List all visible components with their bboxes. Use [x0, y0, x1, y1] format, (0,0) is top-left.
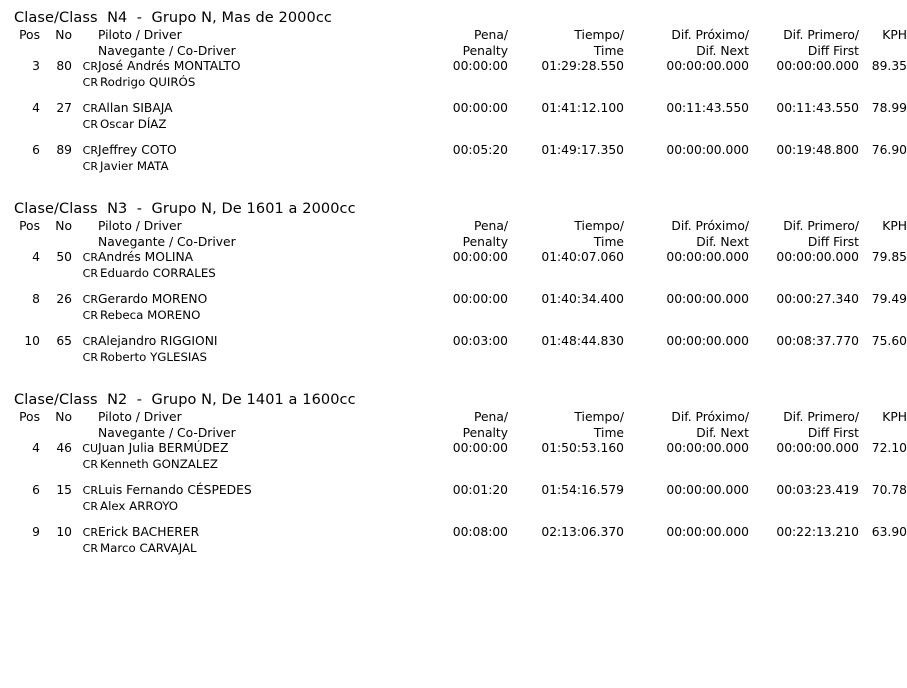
- cell-codriver-name: Alex ARROYO: [100, 498, 179, 513]
- column-header-time: Tiempo/: [574, 28, 624, 42]
- column-header-driver: Piloto / Driver: [98, 410, 182, 424]
- cell-penalty: 00:03:00: [452, 334, 508, 348]
- cell-driver-nationality: CR: [82, 335, 98, 348]
- cell-driver-name: Allan SIBAJA: [98, 101, 173, 115]
- cell-time: 01:54:16.579: [541, 483, 624, 497]
- cell-driver-nationality: CR: [82, 526, 98, 539]
- cell-time: 01:48:44.830: [541, 334, 624, 348]
- cell-penalty: 00:00:00: [452, 292, 508, 306]
- cell-pos: 8: [32, 292, 40, 306]
- cell-kph: 63.90: [871, 525, 907, 539]
- cell-penalty: 00:08:00: [452, 525, 508, 539]
- table-header-row-1: [0, 219, 907, 235]
- column-header-kph: KPH: [882, 219, 907, 233]
- column-header-diff-next-2: Dif. Next: [696, 425, 749, 440]
- column-header-diff-first-2: Diff First: [807, 234, 859, 249]
- cell-diff-next: 00:00:00.000: [666, 250, 749, 264]
- cell-no: 10: [56, 525, 72, 539]
- cell-codriver-nationality: CR: [82, 541, 98, 555]
- table-row-codriver: [0, 541, 907, 557]
- table-header-row-1: [0, 410, 907, 426]
- cell-diff-next: 00:00:00.000: [666, 441, 749, 455]
- cell-driver-nationality: CR: [82, 484, 98, 497]
- column-header-diff-first-2: Diff First: [807, 43, 859, 58]
- column-header-time-2: Time: [593, 425, 624, 440]
- cell-no: 65: [56, 334, 72, 348]
- cell-kph: 78.99: [871, 101, 907, 115]
- column-header-diff-next: Dif. Próximo/: [671, 410, 749, 424]
- cell-driver-nationality: CR: [82, 251, 98, 264]
- section-gap: [0, 365, 907, 390]
- column-header-driver: Piloto / Driver: [98, 219, 182, 233]
- cell-pos: 4: [32, 250, 40, 264]
- cell-diff-next: 00:00:00.000: [666, 525, 749, 539]
- cell-penalty: 00:00:00: [452, 250, 508, 264]
- cell-diff-next: 00:00:00.000: [666, 483, 749, 497]
- cell-time: 01:40:07.060: [541, 250, 624, 264]
- cell-codriver-nationality: CR: [82, 117, 98, 131]
- column-header-diff-first: Dif. Primero/: [783, 410, 859, 424]
- column-header-codriver: Navegante / Co-Driver: [98, 43, 236, 58]
- cell-codriver-nationality: CR: [82, 159, 98, 173]
- column-header-time: Tiempo/: [574, 410, 624, 424]
- column-header-penalty: Pena/: [473, 219, 508, 233]
- column-header-diff-next: Dif. Próximo/: [671, 219, 749, 233]
- table-row-codriver: [0, 350, 907, 366]
- column-header-penalty-2: Penalty: [462, 43, 508, 58]
- results-table: [0, 219, 907, 365]
- cell-penalty: 00:01:20: [452, 483, 508, 497]
- cell-diff-next: 00:00:00.000: [666, 334, 749, 348]
- cell-penalty: 00:05:20: [452, 143, 508, 157]
- cell-diff-first: 00:00:00.000: [776, 441, 859, 455]
- cell-no: 80: [56, 59, 72, 73]
- table-row: [0, 143, 907, 159]
- cell-time: 01:41:12.100: [541, 101, 624, 115]
- cell-diff-first: 00:00:27.340: [776, 292, 859, 306]
- column-header-penalty-2: Penalty: [462, 425, 508, 440]
- class-title: Clase/Class N2 - Grupo N, De 1401 a 1600cc: [14, 392, 356, 408]
- column-header-time: Tiempo/: [574, 219, 624, 233]
- cell-diff-first: 00:00:00.000: [776, 250, 859, 264]
- cell-diff-first: 00:03:23.419: [776, 483, 859, 497]
- cell-driver-name: Gerardo MORENO: [98, 292, 208, 306]
- column-header-time-2: Time: [593, 234, 624, 249]
- cell-no: 27: [56, 101, 72, 115]
- cell-kph: 70.78: [871, 483, 907, 497]
- class-title: Clase/Class N4 - Grupo N, Mas de 2000cc: [14, 10, 332, 26]
- cell-codriver-name: Marco CARVAJAL: [100, 540, 197, 555]
- row-spacer: [0, 514, 907, 525]
- column-header-codriver: Navegante / Co-Driver: [98, 425, 236, 440]
- row-spacer: [0, 281, 907, 292]
- cell-diff-first: 00:00:00.000: [776, 59, 859, 73]
- cell-driver-name: Alejandro RIGGIONI: [98, 334, 218, 348]
- cell-codriver-name: Roberto YGLESIAS: [100, 349, 207, 364]
- row-spacer: [0, 132, 907, 143]
- cell-driver-nationality: CU: [82, 442, 98, 455]
- cell-codriver-name: Rodrigo QUIRÓS: [100, 74, 196, 89]
- cell-time: 02:13:06.370: [541, 525, 624, 539]
- cell-diff-next: 00:00:00.000: [666, 143, 749, 157]
- column-header-pos: Pos: [19, 410, 40, 424]
- table-row-codriver: [0, 499, 907, 515]
- cell-driver-nationality: CR: [82, 102, 98, 115]
- cell-codriver-nationality: CR: [82, 457, 98, 471]
- cell-driver-nationality: CR: [82, 144, 98, 157]
- class-section: [0, 390, 907, 556]
- cell-kph: 89.35: [871, 59, 907, 73]
- cell-pos: 9: [32, 525, 40, 539]
- cell-no: 50: [56, 250, 72, 264]
- table-row-codriver: [0, 266, 907, 282]
- table-row: [0, 59, 907, 75]
- column-header-diff-next-2: Dif. Next: [696, 43, 749, 58]
- table-header-row-2: [0, 235, 907, 251]
- cell-pos: 10: [24, 334, 40, 348]
- column-header-kph: KPH: [882, 28, 907, 42]
- column-header-pos: Pos: [19, 28, 40, 42]
- table-row: [0, 334, 907, 350]
- cell-diff-next: 00:11:43.550: [666, 101, 749, 115]
- table-row-codriver: [0, 75, 907, 91]
- row-spacer: [0, 472, 907, 483]
- table-row: [0, 525, 907, 541]
- cell-diff-next: 00:00:00.000: [666, 292, 749, 306]
- table-row: [0, 292, 907, 308]
- table-row: [0, 250, 907, 266]
- cell-time: 01:40:34.400: [541, 292, 624, 306]
- row-spacer: [0, 90, 907, 101]
- cell-diff-first: 00:19:48.800: [776, 143, 859, 157]
- cell-penalty: 00:00:00: [452, 441, 508, 455]
- column-header-codriver: Navegante / Co-Driver: [98, 234, 236, 249]
- cell-diff-first: 00:11:43.550: [776, 101, 859, 115]
- cell-kph: 79.85: [871, 250, 907, 264]
- table-row-codriver: [0, 457, 907, 473]
- cell-diff-next: 00:00:00.000: [666, 59, 749, 73]
- table-row-codriver: [0, 308, 907, 324]
- cell-time: 01:49:17.350: [541, 143, 624, 157]
- table-header-row-2: [0, 44, 907, 60]
- column-header-kph: KPH: [882, 410, 907, 424]
- column-header-no: No: [55, 410, 72, 424]
- table-row: [0, 441, 907, 457]
- column-header-time-2: Time: [593, 43, 624, 58]
- cell-codriver-name: Rebeca MORENO: [100, 307, 201, 322]
- cell-codriver-nationality: CR: [82, 75, 98, 89]
- table-row: [0, 101, 907, 117]
- cell-pos: 4: [32, 441, 40, 455]
- column-header-driver: Piloto / Driver: [98, 28, 182, 42]
- class-section: [0, 199, 907, 365]
- results-table: [0, 410, 907, 556]
- cell-driver-name: Jeffrey COTO: [98, 143, 177, 157]
- column-header-diff-first: Dif. Primero/: [783, 219, 859, 233]
- cell-codriver-name: Javier MATA: [100, 158, 169, 173]
- cell-driver-nationality: CR: [82, 293, 98, 306]
- cell-no: 26: [56, 292, 72, 306]
- cell-no: 15: [56, 483, 72, 497]
- section-gap: [0, 174, 907, 199]
- table-row-codriver: [0, 117, 907, 133]
- cell-driver-name: José Andrés MONTALTO: [98, 59, 241, 73]
- cell-codriver-name: Oscar DÍAZ: [100, 116, 167, 131]
- cell-codriver-name: Kenneth GONZALEZ: [100, 456, 218, 471]
- cell-codriver-nationality: CR: [82, 499, 98, 513]
- cell-driver-name: Juan Julia BERMÚDEZ: [98, 441, 229, 455]
- cell-penalty: 00:00:00: [452, 101, 508, 115]
- column-header-diff-next: Dif. Próximo/: [671, 28, 749, 42]
- table-row: [0, 483, 907, 499]
- column-header-diff-first-2: Diff First: [807, 425, 859, 440]
- cell-driver-nationality: CR: [82, 60, 98, 73]
- column-header-diff-first: Dif. Primero/: [783, 28, 859, 42]
- cell-driver-name: Erick BACHERER: [98, 525, 200, 539]
- cell-pos: 6: [32, 143, 40, 157]
- column-header-diff-next-2: Dif. Next: [696, 234, 749, 249]
- cell-kph: 79.49: [871, 292, 907, 306]
- table-header-row-1: [0, 28, 907, 44]
- cell-codriver-nationality: CR: [82, 308, 98, 322]
- column-header-no: No: [55, 219, 72, 233]
- table-row-codriver: [0, 159, 907, 175]
- column-header-penalty: Pena/: [473, 28, 508, 42]
- cell-codriver-nationality: CR: [82, 350, 98, 364]
- cell-kph: 72.10: [871, 441, 907, 455]
- cell-diff-first: 00:08:37.770: [776, 334, 859, 348]
- cell-kph: 76.90: [871, 143, 907, 157]
- class-section: [0, 8, 907, 174]
- class-title: Clase/Class N3 - Grupo N, De 1601 a 2000cc: [14, 201, 356, 217]
- cell-no: 46: [56, 441, 72, 455]
- cell-no: 89: [56, 143, 72, 157]
- cell-pos: 3: [32, 59, 40, 73]
- cell-driver-name: Luis Fernando CÉSPEDES: [98, 483, 252, 497]
- table-header-row-2: [0, 426, 907, 442]
- column-header-penalty: Pena/: [473, 410, 508, 424]
- cell-pos: 4: [32, 101, 40, 115]
- row-spacer: [0, 323, 907, 334]
- cell-pos: 6: [32, 483, 40, 497]
- column-header-penalty-2: Penalty: [462, 234, 508, 249]
- cell-driver-name: Andrés MOLINA: [98, 250, 194, 264]
- cell-time: 01:50:53.160: [541, 441, 624, 455]
- cell-penalty: 00:00:00: [452, 59, 508, 73]
- cell-kph: 75.60: [871, 334, 907, 348]
- column-header-pos: Pos: [19, 219, 40, 233]
- cell-codriver-nationality: CR: [82, 266, 98, 280]
- cell-codriver-name: Eduardo CORRALES: [100, 265, 216, 280]
- results-table: [0, 28, 907, 174]
- cell-diff-first: 00:22:13.210: [776, 525, 859, 539]
- cell-time: 01:29:28.550: [541, 59, 624, 73]
- column-header-no: No: [55, 28, 72, 42]
